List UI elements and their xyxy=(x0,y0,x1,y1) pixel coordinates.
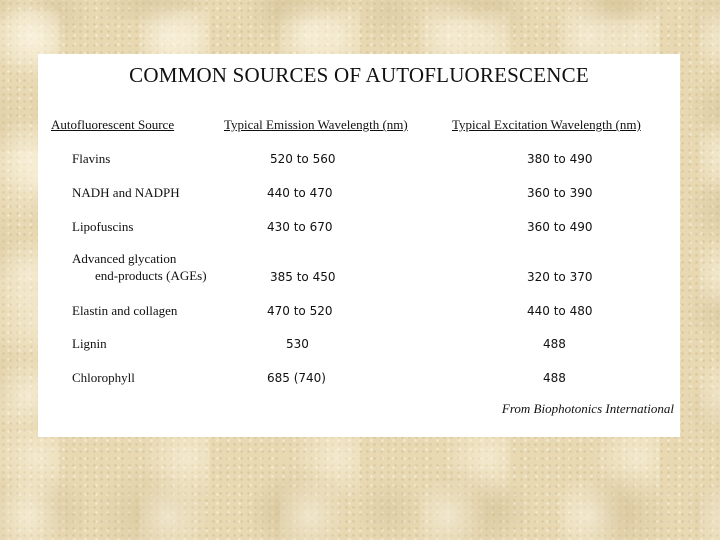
row-emission-ages: 385 to 450 xyxy=(270,270,336,284)
row-source-lipofuscins: Lipofuscins xyxy=(72,219,134,234)
row-excitation-nadh: 360 to 390 xyxy=(527,186,593,200)
row-excitation-ages: 320 to 370 xyxy=(527,270,593,284)
row-emission-lignin: 530 xyxy=(286,337,309,351)
column-header-emission: Typical Emission Wavelength (nm) xyxy=(224,117,408,132)
row-emission-flavins: 520 to 560 xyxy=(270,152,336,166)
row-excitation-elastin: 440 to 480 xyxy=(527,304,593,318)
row-source-lignin: Lignin xyxy=(72,336,107,351)
row-source-ages-line1: Advanced glycation xyxy=(72,251,177,266)
row-excitation-lipofuscins: 360 to 490 xyxy=(527,220,593,234)
row-source-nadh: NADH and NADPH xyxy=(72,185,180,200)
table-card xyxy=(38,54,680,437)
row-source-chlorophyll: Chlorophyll xyxy=(72,370,135,385)
row-excitation-lignin: 488 xyxy=(543,337,566,351)
row-emission-lipofuscins: 430 to 670 xyxy=(267,220,333,234)
row-emission-nadh: 440 to 470 xyxy=(267,186,333,200)
column-header-source: Autofluorescent Source xyxy=(51,117,175,132)
source-credit: From Biophotonics International xyxy=(501,401,674,416)
row-excitation-chlorophyll: 488 xyxy=(543,371,566,385)
row-source-flavins: Flavins xyxy=(72,151,111,166)
column-header-excitation: Typical Excitation Wavelength (nm) xyxy=(452,117,641,132)
row-excitation-flavins: 380 to 490 xyxy=(527,152,593,166)
row-source-elastin: Elastin and collagen xyxy=(72,303,178,318)
row-emission-elastin: 470 to 520 xyxy=(267,304,333,318)
row-emission-chlorophyll: 685 (740) xyxy=(267,371,326,385)
row-source-ages-line2: end-products (AGEs) xyxy=(95,268,207,283)
page-title: COMMON SOURCES OF AUTOFLUORESCENCE xyxy=(129,63,589,87)
